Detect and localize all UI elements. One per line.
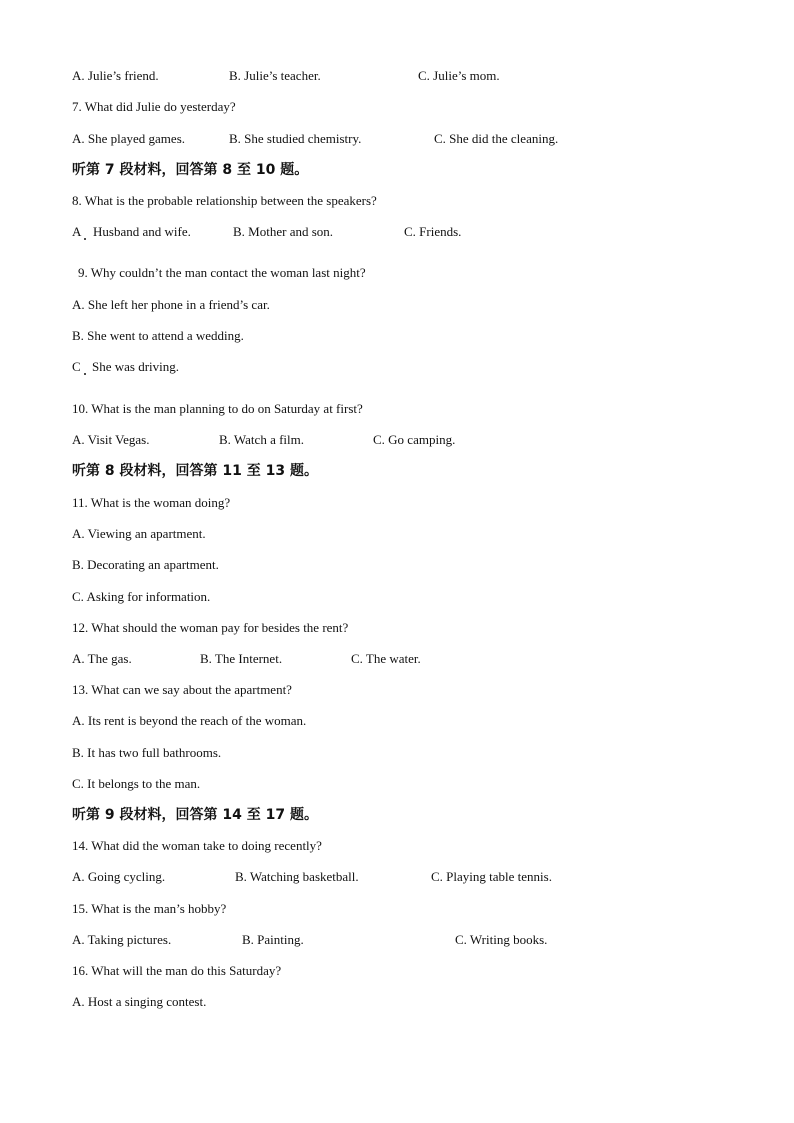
q10-option-c: C. Go camping. (373, 432, 456, 447)
q14-option-b: B. Watching basketball. (235, 869, 359, 884)
q8-option-a-dot (84, 238, 86, 240)
q14-question: 14. What did the woman take to doing recently? (72, 838, 322, 853)
q11-option-c: C. Asking for information. (72, 589, 211, 604)
q16-question: 16. What will the man do this Saturday? (72, 963, 282, 978)
q12-option-a: A. The gas. (72, 651, 132, 666)
q14-option-a: A. Going cycling. (72, 869, 166, 884)
q14-option-c: C. Playing table tennis. (431, 869, 552, 884)
q11-option-b: B. Decorating an apartment. (72, 557, 219, 572)
q6-option-c: C. Julie’s mom. (418, 68, 500, 83)
q8-option-b: B. Mother and son. (233, 224, 334, 239)
q6-option-a: A. Julie’s friend. (72, 68, 159, 83)
section-8-heading: 听第 8 段材料，回答第 11 至 13 题。 (72, 463, 318, 479)
q13-option-c: C. It belongs to the man. (72, 776, 201, 791)
q12-question: 12. What should the woman pay for besides the rent? (72, 620, 349, 635)
q8-option-a-letter: A (72, 224, 82, 239)
q12-option-c: C. The water. (351, 651, 421, 666)
q8-question: 8. What is the probable relationship between the speakers? (72, 193, 377, 208)
q15-option-c: C. Writing books. (455, 932, 548, 947)
q8-option-a-text: Husband and wife. (93, 224, 191, 239)
q13-question: 13. What can we say about the apartment? (72, 682, 292, 697)
q9-question: 9. Why couldn’t the man contact the woman last night? (78, 265, 366, 280)
q9-option-c-letter: C (72, 359, 81, 374)
q8-option-c: C. Friends. (404, 224, 462, 239)
section-7-heading: 听第 7 段材料，回答第 8 至 10 题。 (72, 162, 309, 178)
q10-question: 10. What is the man planning to do on Saturday at first? (72, 401, 363, 416)
section-9-heading: 听第 9 段材料，回答第 14 至 17 题。 (72, 807, 318, 823)
q9-option-a: A. She left her phone in a friend’s car. (72, 297, 270, 312)
q7-option-c: C. She did the cleaning. (434, 131, 559, 146)
q11-question: 11. What is the woman doing? (72, 495, 231, 510)
q15-option-b: B. Painting. (242, 932, 304, 947)
q7-option-a: A. She played games. (72, 131, 186, 146)
q16-option-a: A. Host a singing contest. (72, 994, 207, 1009)
q9-option-c-dot (84, 373, 86, 375)
q7-question: 7. What did Julie do yesterday? (72, 99, 236, 114)
q11-option-a: A. Viewing an apartment. (72, 526, 206, 541)
q15-option-a: A. Taking pictures. (72, 932, 172, 947)
q9-option-b: B. She went to attend a wedding. (72, 328, 244, 343)
q6-option-b: B. Julie’s teacher. (229, 68, 321, 83)
q15-question: 15. What is the man’s hobby? (72, 901, 227, 916)
q12-option-b: B. The Internet. (200, 651, 283, 666)
q7-option-b: B. She studied chemistry. (229, 131, 362, 146)
q13-option-b: B. It has two full bathrooms. (72, 745, 222, 760)
q9-option-c-text: She was driving. (92, 359, 180, 374)
q13-option-a: A. Its rent is beyond the reach of the woman. (72, 713, 307, 728)
q10-option-b: B. Watch a film. (219, 432, 305, 447)
q10-option-a: A. Visit Vegas. (72, 432, 150, 447)
